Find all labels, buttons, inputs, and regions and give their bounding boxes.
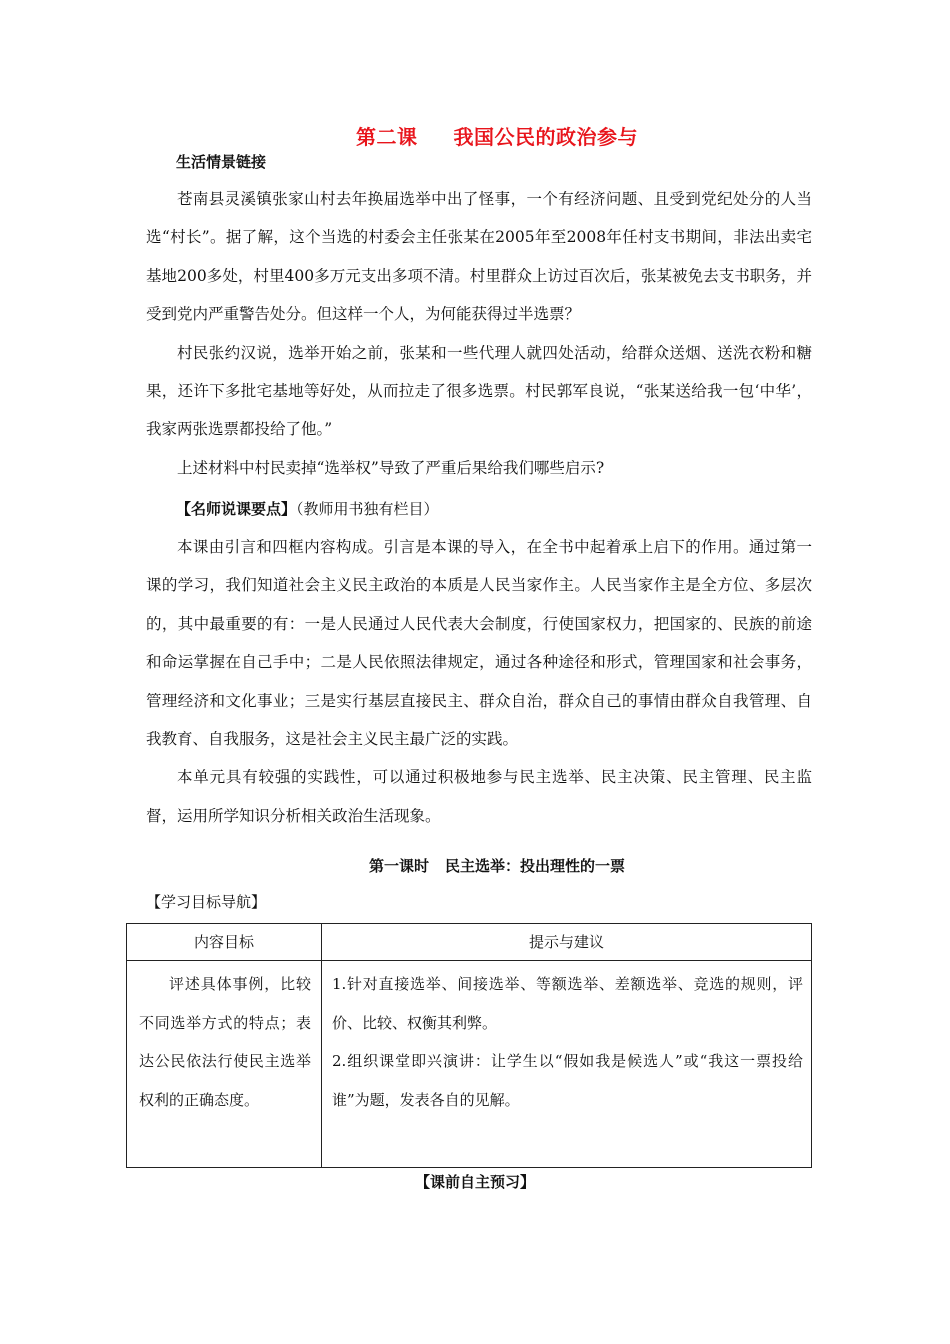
lesson-number: 第一课时 — [368, 857, 429, 875]
paragraph: 本课由引言和四框内容构成。引言是本课的导入，在全书中起着承上启下的作用。通过第一课的学习，我们知道社会主义民主政治的本质是人民当家作主。人民当家作主是全方位、多层次的，其中最重要的有：一是人民通过人民代表大会制度，行使国家权力，把国家的、民族的前途和命运掌握在自己手中；二是人民依照法律规定，通过各种途径和形式，管理国家和社会事务，管理经济和文化事业；三是实行基层直接民主、群众自治，群众自己的事情由群众自我管理、自我教育、自我服务，这是社会主义民主最广泛的实践。 — [146, 538, 812, 749]
title-lesson-name: 我国公民的政治参与 — [453, 125, 638, 149]
page-title — [0, 121, 950, 150]
section-heading-life: 生活情景链接 — [176, 153, 267, 171]
goal-cell — [127, 961, 322, 1168]
mingshi-label: 【名师说课要点】 — [176, 500, 297, 518]
paragraph: 村民张约汉说，选举开始之前，张某和一些代理人就四处活动，给群众送烟、送洗衣粉和糖果，还许下多批宅基地等好处，从而拉走了很多选票。村民郭军良说，“张某送给我一包‘中华’，我家两张选票都投给了他。” — [146, 343, 812, 439]
goal-text: 评述具体事例，比较不同选举方式的特点；表达公民依法行使民主选举权利的正确态度。 — [139, 975, 311, 1109]
table-row — [127, 961, 812, 1168]
paragraph: 本单元具有较强的实践性，可以通过积极地参与民主选举、民主决策、民主管理、民主监督，运用所学知识分析相关政治生活现象。 — [146, 768, 812, 825]
mingshi-text — [146, 528, 812, 835]
study-goals-table — [126, 923, 812, 1168]
paragraph: 上述材料中村民卖掉“选举权”导致了严重后果给我们哪些启示? — [177, 458, 605, 477]
table-header-content-goals: 内容目标 — [127, 924, 322, 961]
table-header-tips: 提示与建议 — [322, 924, 812, 961]
paragraph: 苍南县灵溪镇张家山村去年换届选举中出了怪事，一个有经济问题、且受到党纪处分的人当选“村长”。据了解，这个当选的村委会主任张某在2005年至2008年任村支书期间，非法出卖宅基地200多处，村里400多万元支出多项不清。村里群众上访过百次后，张某被免去支书职务，并受到党内严重警告处分。但这样一个人，为何能获得过半选票？ — [146, 190, 812, 324]
study-goals-label: 【学习目标导航】 — [146, 893, 267, 911]
lesson-topic: 民主选举：投出理性的一票 — [445, 857, 626, 875]
lesson-heading — [0, 855, 950, 876]
tip-item: 2.组织课堂即兴演讲：让学生以“假如我是候选人”或“我这一票投给谁”为题，发表各自的见解。 — [332, 1052, 803, 1109]
mingshi-note: （教师用书独有栏目） — [296, 500, 439, 518]
tip-item: 1.针对直接选举、间接选举、等额选举、差额选举、竞选的规则，评价、比较、权衡其利弊。 — [332, 975, 803, 1032]
title-lesson-number: 第二课 — [356, 125, 418, 149]
mingshi-heading — [176, 498, 439, 519]
life-scenario-text — [146, 180, 812, 487]
table-header-row — [127, 924, 812, 961]
preview-heading: 【课前自主预习】 — [414, 1173, 535, 1191]
tips-cell — [322, 961, 812, 1168]
